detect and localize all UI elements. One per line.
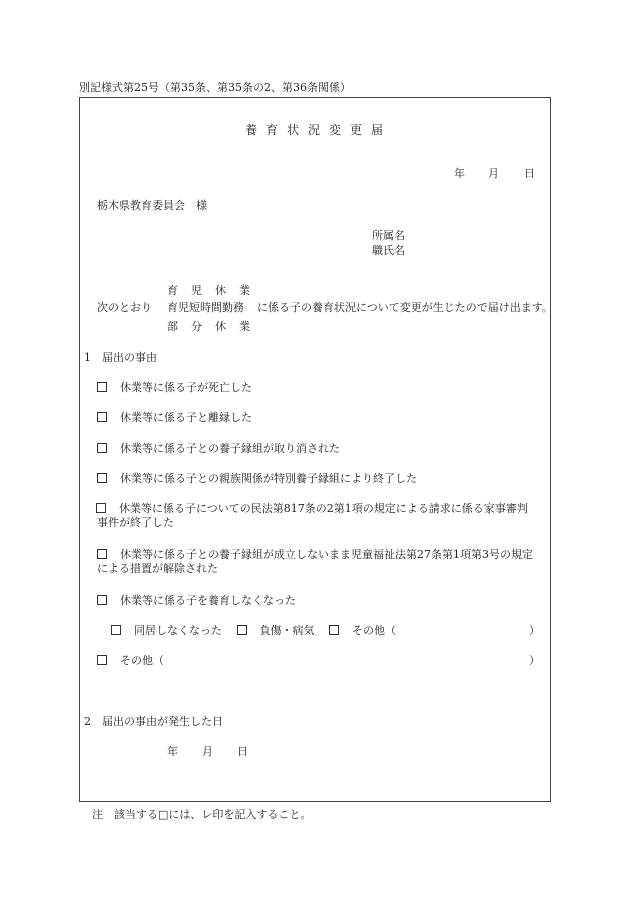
date-year: 年 [454, 167, 465, 180]
position-name-label: 職氏名 [372, 244, 405, 257]
close-paren: ） [529, 624, 540, 637]
footnote: 注 該当する□には、レ印を記入すること。 [92, 808, 312, 821]
addressee: 栃木県教育委員会 様 [97, 199, 207, 212]
checkbox[interactable] [111, 625, 121, 635]
section2-heading: 2 届出の事由が発生した日 [84, 715, 223, 728]
statement-prefix: 次のとおり [97, 301, 152, 314]
sub-reason-text: その他（ [352, 624, 396, 637]
occurrence-day: 日 [237, 745, 248, 758]
affiliation-label: 所属名 [372, 229, 405, 242]
reason-text: 休業等に係る子との養子縁組が取り消された [120, 442, 340, 455]
reason-text: その他（ [120, 654, 164, 667]
reason-text: 休業等に係る子についての民法第817条の2第1項の規定による請求に係る家事審判事件が終了した [97, 502, 528, 529]
reason-item [97, 594, 296, 608]
reason-text: 休業等に係る子との養子縁組が成立しないまま児童福祉法第27条第1項第3号の規定による措置が解除された [97, 548, 533, 575]
checkbox[interactable] [97, 655, 107, 665]
section1-heading: 1 届出の事由 [84, 351, 157, 364]
date-month: 月 [488, 167, 499, 180]
occurrence-year: 年 [167, 745, 178, 758]
reason-text: 休業等に係る子を養育しなくなった [120, 594, 296, 607]
reason-item [97, 502, 537, 530]
statement-suffix: に係る子の養育状況について変更が生じたので届け出ます。 [257, 301, 553, 314]
checkbox[interactable] [97, 549, 107, 559]
checkbox[interactable] [97, 382, 107, 392]
reason-item [97, 548, 537, 576]
close-paren: ） [529, 654, 540, 667]
checkbox[interactable] [97, 473, 107, 483]
reason-item [97, 411, 252, 425]
checkbox[interactable] [329, 625, 339, 635]
statement-option-childcare-leave: 育児休業 [167, 284, 263, 297]
sub-reason-row [111, 624, 396, 638]
statement-option-short-hours: 育児短時間勤務 [167, 301, 244, 314]
reason-text: 休業等に係る子が死亡した [120, 381, 252, 394]
reason-item [97, 381, 252, 395]
reason-text: 休業等に係る子との親族関係が特別養子縁組により終了した [120, 472, 417, 485]
checkbox[interactable] [97, 412, 107, 422]
sub-reason-text: 負傷・病気 [259, 624, 315, 637]
checkbox[interactable] [97, 443, 107, 453]
reason-text: 休業等に係る子と離縁した [120, 411, 252, 424]
reason-item [97, 442, 340, 456]
form-title: 養育状況変更届 [245, 123, 393, 137]
occurrence-month: 月 [202, 745, 213, 758]
date-day: 日 [524, 167, 535, 180]
reason-item [97, 472, 417, 486]
checkbox[interactable] [96, 503, 106, 513]
checkbox[interactable] [97, 595, 107, 605]
checkbox[interactable] [237, 625, 247, 635]
reason-item-other [97, 654, 164, 668]
statement-option-partial-leave: 部分休業 [167, 320, 263, 333]
form-number: 別記様式第25号（第35条、第35条の2、第36条関係） [79, 81, 351, 94]
sub-reason-text: 同居しなくなった [134, 624, 222, 637]
